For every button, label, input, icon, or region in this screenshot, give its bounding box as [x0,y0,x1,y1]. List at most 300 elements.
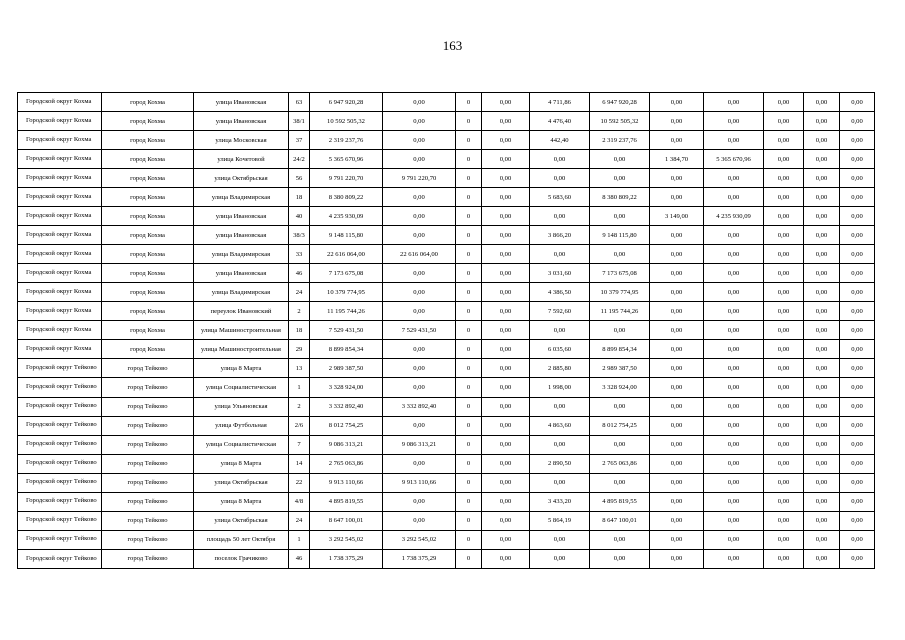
cell-extra-3: 0,00 [840,131,875,150]
cell-extra-2: 0,00 [804,131,840,150]
cell-area-2021: 442,40 [530,131,590,150]
cell-settlement: город Кохма [102,207,194,226]
cell-extra-1: 0,00 [764,435,804,454]
cell-area-2022: 0,00 [650,454,704,473]
cell-house-number: 37 [289,131,310,150]
cell-settlement: город Тейково [102,397,194,416]
cell-area-2022: 0,00 [650,131,704,150]
cell-area-2021: 3 866,20 [530,226,590,245]
cell-municipality: Городской округ Тейково [18,549,102,568]
cell-street: улица 8 Марта [194,454,289,473]
cell-house-number: 4/8 [289,492,310,511]
cell-settlement: город Тейково [102,549,194,568]
cell-extra-3: 0,00 [840,397,875,416]
cell-settlement: город Кохма [102,321,194,340]
cell-area-2022: 0,00 [650,112,704,131]
cell-cost-2022: 0,00 [704,169,764,188]
cell-area-2022: 0,00 [650,416,704,435]
cell-municipality: Городской округ Кохма [18,131,102,150]
cell-total-cost: 4 235 930,09 [310,207,383,226]
cell-area-2020: 0 [456,207,482,226]
cell-area-2021: 0,00 [530,207,590,226]
cell-cost-2021: 7 173 675,08 [590,264,650,283]
cell-street: улица 8 Марта [194,359,289,378]
cell-cost-2020: 3 332 892,40 [383,397,456,416]
cell-cost-2022: 0,00 [704,131,764,150]
cell-area-2022: 0,00 [650,530,704,549]
cell-total-cost: 9 791 220,70 [310,169,383,188]
table-row [18,131,875,150]
cell-extra-3: 0,00 [840,302,875,321]
cell-area-2020: 0 [456,359,482,378]
table-row [18,454,875,473]
page-number: 163 [442,38,463,53]
cell-extra-2: 0,00 [804,416,840,435]
cell-extra-3: 0,00 [840,473,875,492]
cell-cost-2020: 0,00 [383,492,456,511]
cell-extra-1: 0,00 [764,302,804,321]
cell-extra-3: 0,00 [840,283,875,302]
cell-municipality: Городской округ Тейково [18,530,102,549]
cell-total-cost: 8 899 854,34 [310,340,383,359]
cell-house-number: 29 [289,340,310,359]
cell-area-2022: 0,00 [650,473,704,492]
table-row [18,492,875,511]
cell-street: улица Владимирская [194,188,289,207]
cell-extra-3: 0,00 [840,188,875,207]
cell-cost-2020: 0,00 [383,207,456,226]
cell-cost-2020-b: 0,00 [482,454,530,473]
cell-total-cost: 11 195 744,26 [310,302,383,321]
cell-municipality: Городской округ Кохма [18,283,102,302]
cell-extra-2: 0,00 [804,226,840,245]
cell-street: улица Ивановская [194,112,289,131]
cell-cost-2022: 0,00 [704,492,764,511]
cell-cost-2020-b: 0,00 [482,112,530,131]
cell-cost-2020-b: 0,00 [482,207,530,226]
cell-area-2021: 0,00 [530,321,590,340]
cell-settlement: город Тейково [102,359,194,378]
cell-house-number: 1 [289,530,310,549]
cell-extra-2: 0,00 [804,530,840,549]
cell-total-cost: 8 380 809,22 [310,188,383,207]
cell-settlement: город Тейково [102,454,194,473]
cell-extra-3: 0,00 [840,93,875,112]
table-row [18,511,875,530]
cell-area-2020: 0 [456,435,482,454]
cell-extra-3: 0,00 [840,245,875,264]
cell-extra-3: 0,00 [840,454,875,473]
cell-cost-2022: 0,00 [704,245,764,264]
cell-total-cost: 10 592 505,32 [310,112,383,131]
cell-extra-1: 0,00 [764,492,804,511]
cell-area-2022: 0,00 [650,93,704,112]
cell-street: улица Ивановская [194,264,289,283]
cell-street: улица Владимирская [194,245,289,264]
cell-cost-2020-b: 0,00 [482,188,530,207]
cell-extra-2: 0,00 [804,340,840,359]
table-row [18,283,875,302]
cell-total-cost: 3 332 892,40 [310,397,383,416]
cell-cost-2022: 4 235 930,09 [704,207,764,226]
cell-area-2022: 0,00 [650,321,704,340]
cell-municipality: Городской округ Тейково [18,416,102,435]
cell-area-2020: 0 [456,492,482,511]
cell-cost-2021: 0,00 [590,207,650,226]
cell-total-cost: 9 086 313,21 [310,435,383,454]
cell-extra-2: 0,00 [804,264,840,283]
cell-house-number: 40 [289,207,310,226]
cell-cost-2020: 0,00 [383,150,456,169]
cell-cost-2020-b: 0,00 [482,93,530,112]
cell-extra-3: 0,00 [840,378,875,397]
cell-cost-2021: 2 319 237,76 [590,131,650,150]
cell-street: улица Октябрьская [194,511,289,530]
cell-house-number: 18 [289,188,310,207]
cell-cost-2021: 0,00 [590,549,650,568]
cell-municipality: Городской округ Тейково [18,435,102,454]
cell-municipality: Городской округ Тейково [18,378,102,397]
cell-cost-2020: 9 913 110,66 [383,473,456,492]
cell-cost-2021: 0,00 [590,435,650,454]
cell-cost-2021: 8 380 809,22 [590,188,650,207]
cell-municipality: Городской округ Кохма [18,207,102,226]
cell-area-2021: 0,00 [530,549,590,568]
cell-extra-3: 0,00 [840,112,875,131]
cell-extra-3: 0,00 [840,226,875,245]
cell-area-2021: 0,00 [530,245,590,264]
cell-area-2022: 0,00 [650,188,704,207]
cell-street: улица Октябрьская [194,169,289,188]
cell-street: переулок Ивановский [194,302,289,321]
cell-street: улица Московская [194,131,289,150]
cell-cost-2022: 0,00 [704,359,764,378]
cell-cost-2020: 7 529 431,50 [383,321,456,340]
cell-area-2022: 0,00 [650,245,704,264]
cell-cost-2020: 0,00 [383,93,456,112]
cell-area-2020: 0 [456,169,482,188]
cell-area-2020: 0 [456,226,482,245]
cell-settlement: город Тейково [102,416,194,435]
table-row [18,435,875,454]
cell-extra-1: 0,00 [764,397,804,416]
cell-extra-3: 0,00 [840,207,875,226]
cell-cost-2022: 0,00 [704,321,764,340]
cell-area-2021: 2 890,50 [530,454,590,473]
cell-cost-2021: 0,00 [590,473,650,492]
table-row [18,340,875,359]
cell-house-number: 2/6 [289,416,310,435]
cell-total-cost: 2 319 237,76 [310,131,383,150]
cell-cost-2021: 0,00 [590,530,650,549]
cell-extra-1: 0,00 [764,511,804,530]
cell-extra-2: 0,00 [804,283,840,302]
cell-settlement: город Кохма [102,131,194,150]
cell-extra-3: 0,00 [840,511,875,530]
table-row [18,150,875,169]
cell-total-cost: 4 895 819,55 [310,492,383,511]
cell-municipality: Городской округ Кохма [18,245,102,264]
cell-extra-2: 0,00 [804,549,840,568]
cell-cost-2020: 0,00 [383,340,456,359]
cell-extra-1: 0,00 [764,340,804,359]
cell-extra-2: 0,00 [804,359,840,378]
cell-cost-2022: 0,00 [704,454,764,473]
cell-area-2022: 0,00 [650,549,704,568]
cell-extra-1: 0,00 [764,226,804,245]
cell-street: площадь 50 лет Октября [194,530,289,549]
cell-area-2020: 0 [456,264,482,283]
cell-area-2021: 0,00 [530,530,590,549]
cell-cost-2021: 11 195 744,26 [590,302,650,321]
cell-extra-1: 0,00 [764,454,804,473]
cell-cost-2020: 0,00 [383,378,456,397]
cell-extra-3: 0,00 [840,492,875,511]
cell-area-2020: 0 [456,302,482,321]
cell-street: улица 8 Марта [194,492,289,511]
cell-settlement: город Кохма [102,340,194,359]
cell-settlement: город Кохма [102,245,194,264]
cell-cost-2020: 0,00 [383,416,456,435]
cell-area-2021: 4 863,60 [530,416,590,435]
cell-total-cost: 7 173 675,08 [310,264,383,283]
cell-cost-2021: 0,00 [590,397,650,416]
cell-municipality: Городской округ Тейково [18,454,102,473]
cell-cost-2020-b: 0,00 [482,150,530,169]
cell-area-2022: 0,00 [650,226,704,245]
table-body [18,93,875,569]
table-row [18,473,875,492]
cell-extra-2: 0,00 [804,454,840,473]
cell-house-number: 63 [289,93,310,112]
cell-extra-2: 0,00 [804,302,840,321]
cell-cost-2022: 0,00 [704,473,764,492]
cell-area-2021: 0,00 [530,397,590,416]
cell-total-cost: 6 947 920,28 [310,93,383,112]
cell-extra-1: 0,00 [764,150,804,169]
cell-total-cost: 7 529 431,50 [310,321,383,340]
cell-area-2022: 0,00 [650,283,704,302]
cell-street: улица Социалистическая [194,378,289,397]
cell-extra-2: 0,00 [804,169,840,188]
cell-house-number: 18 [289,321,310,340]
cell-extra-3: 0,00 [840,549,875,568]
cell-area-2021: 7 592,60 [530,302,590,321]
cell-area-2021: 0,00 [530,150,590,169]
cell-extra-2: 0,00 [804,321,840,340]
cell-settlement: город Кохма [102,283,194,302]
cell-cost-2022: 0,00 [704,226,764,245]
cell-area-2021: 4 476,40 [530,112,590,131]
cell-area-2021: 1 998,00 [530,378,590,397]
cell-street: улица Социалистическая [194,435,289,454]
cell-settlement: город Тейково [102,530,194,549]
cell-cost-2022: 0,00 [704,416,764,435]
cell-cost-2020-b: 0,00 [482,340,530,359]
cell-area-2021: 5 864,19 [530,511,590,530]
cell-area-2022: 0,00 [650,340,704,359]
cell-cost-2020-b: 0,00 [482,492,530,511]
cell-cost-2020: 0,00 [383,302,456,321]
cell-cost-2020: 0,00 [383,112,456,131]
cell-extra-2: 0,00 [804,378,840,397]
cell-street: улица Машиностроительная [194,321,289,340]
cell-house-number: 56 [289,169,310,188]
cell-cost-2022: 0,00 [704,378,764,397]
cell-area-2022: 1 384,70 [650,150,704,169]
cell-street: улица Владимирская [194,283,289,302]
cell-cost-2020-b: 0,00 [482,378,530,397]
cell-cost-2021: 9 148 115,80 [590,226,650,245]
cell-cost-2022: 0,00 [704,93,764,112]
cell-street: поселок Грачиково [194,549,289,568]
cell-settlement: город Кохма [102,93,194,112]
cell-area-2022: 0,00 [650,492,704,511]
cell-street: улица Октябрьская [194,473,289,492]
cell-municipality: Городской округ Тейково [18,511,102,530]
cell-extra-3: 0,00 [840,150,875,169]
table-row [18,302,875,321]
cell-area-2020: 0 [456,397,482,416]
cell-area-2020: 0 [456,511,482,530]
cell-cost-2020-b: 0,00 [482,511,530,530]
table-row [18,530,875,549]
cell-extra-1: 0,00 [764,93,804,112]
cell-total-cost: 3 328 924,00 [310,378,383,397]
cell-area-2020: 0 [456,378,482,397]
cell-municipality: Городской округ Кохма [18,93,102,112]
cell-house-number: 14 [289,454,310,473]
cell-house-number: 24/2 [289,150,310,169]
cell-area-2020: 0 [456,150,482,169]
cell-area-2020: 0 [456,112,482,131]
cell-municipality: Городской округ Кохма [18,150,102,169]
cell-extra-2: 0,00 [804,511,840,530]
table-row [18,226,875,245]
cell-extra-2: 0,00 [804,93,840,112]
cell-area-2020: 0 [456,188,482,207]
cell-house-number: 24 [289,511,310,530]
cell-extra-3: 0,00 [840,321,875,340]
cell-municipality: Городской округ Кохма [18,112,102,131]
cell-house-number: 7 [289,435,310,454]
cell-municipality: Городской округ Тейково [18,473,102,492]
cell-house-number: 38/3 [289,226,310,245]
cell-extra-2: 0,00 [804,188,840,207]
cell-cost-2020: 9 791 220,70 [383,169,456,188]
cell-cost-2021: 0,00 [590,150,650,169]
cell-extra-2: 0,00 [804,150,840,169]
cell-cost-2022: 0,00 [704,112,764,131]
cell-cost-2020: 9 086 313,21 [383,435,456,454]
cell-total-cost: 8 647 100,01 [310,511,383,530]
cell-area-2020: 0 [456,340,482,359]
cell-settlement: город Кохма [102,226,194,245]
cell-municipality: Городской округ Кохма [18,302,102,321]
cell-total-cost: 3 292 545,02 [310,530,383,549]
cell-cost-2020: 0,00 [383,283,456,302]
cell-area-2022: 0,00 [650,378,704,397]
cell-cost-2020-b: 0,00 [482,549,530,568]
cell-area-2022: 0,00 [650,511,704,530]
cell-house-number: 46 [289,264,310,283]
cell-settlement: город Тейково [102,511,194,530]
cell-extra-1: 0,00 [764,321,804,340]
cell-cost-2022: 0,00 [704,397,764,416]
cell-total-cost: 2 989 387,50 [310,359,383,378]
table-row [18,245,875,264]
cell-extra-1: 0,00 [764,378,804,397]
cell-settlement: город Тейково [102,492,194,511]
cell-cost-2020-b: 0,00 [482,359,530,378]
cell-extra-1: 0,00 [764,359,804,378]
cell-municipality: Городской округ Кохма [18,226,102,245]
cell-area-2021: 4 386,50 [530,283,590,302]
cell-area-2020: 0 [456,283,482,302]
table-row [18,416,875,435]
cell-area-2022: 0,00 [650,264,704,283]
cell-cost-2020-b: 0,00 [482,397,530,416]
cell-cost-2020: 0,00 [383,131,456,150]
cell-total-cost: 5 365 670,96 [310,150,383,169]
cell-cost-2021: 4 895 819,55 [590,492,650,511]
table-row [18,549,875,568]
table-row [18,378,875,397]
cell-municipality: Городской округ Кохма [18,340,102,359]
cell-cost-2020-b: 0,00 [482,435,530,454]
cell-cost-2022: 0,00 [704,302,764,321]
cell-settlement: город Тейково [102,473,194,492]
cell-area-2020: 0 [456,530,482,549]
cell-area-2021: 3 031,60 [530,264,590,283]
cell-municipality: Городской округ Кохма [18,188,102,207]
cell-total-cost: 9 148 115,80 [310,226,383,245]
cell-cost-2021: 0,00 [590,321,650,340]
cell-cost-2021: 2 765 063,86 [590,454,650,473]
cell-extra-2: 0,00 [804,473,840,492]
cell-house-number: 24 [289,283,310,302]
cell-cost-2021: 8 647 100,01 [590,511,650,530]
cell-cost-2022: 0,00 [704,511,764,530]
table-row [18,264,875,283]
cell-cost-2020-b: 0,00 [482,416,530,435]
cell-total-cost: 2 765 063,86 [310,454,383,473]
cell-area-2021: 0,00 [530,473,590,492]
cell-settlement: город Кохма [102,264,194,283]
cell-municipality: Городской округ Кохма [18,321,102,340]
cell-extra-3: 0,00 [840,435,875,454]
cell-area-2022: 3 149,00 [650,207,704,226]
cell-cost-2020: 0,00 [383,359,456,378]
cell-settlement: город Кохма [102,302,194,321]
cell-area-2020: 0 [456,245,482,264]
cell-settlement: город Кохма [102,188,194,207]
cell-municipality: Городской округ Тейково [18,397,102,416]
cell-cost-2021: 8 899 854,34 [590,340,650,359]
cell-cost-2020: 0,00 [383,511,456,530]
cell-municipality: Городской округ Тейково [18,359,102,378]
cell-extra-3: 0,00 [840,530,875,549]
cell-cost-2020-b: 0,00 [482,321,530,340]
cell-extra-2: 0,00 [804,245,840,264]
cell-cost-2020-b: 0,00 [482,530,530,549]
cell-cost-2020-b: 0,00 [482,473,530,492]
cell-cost-2020-b: 0,00 [482,169,530,188]
cell-extra-3: 0,00 [840,264,875,283]
cell-settlement: город Кохма [102,112,194,131]
cell-settlement: город Тейково [102,435,194,454]
cell-extra-1: 0,00 [764,245,804,264]
